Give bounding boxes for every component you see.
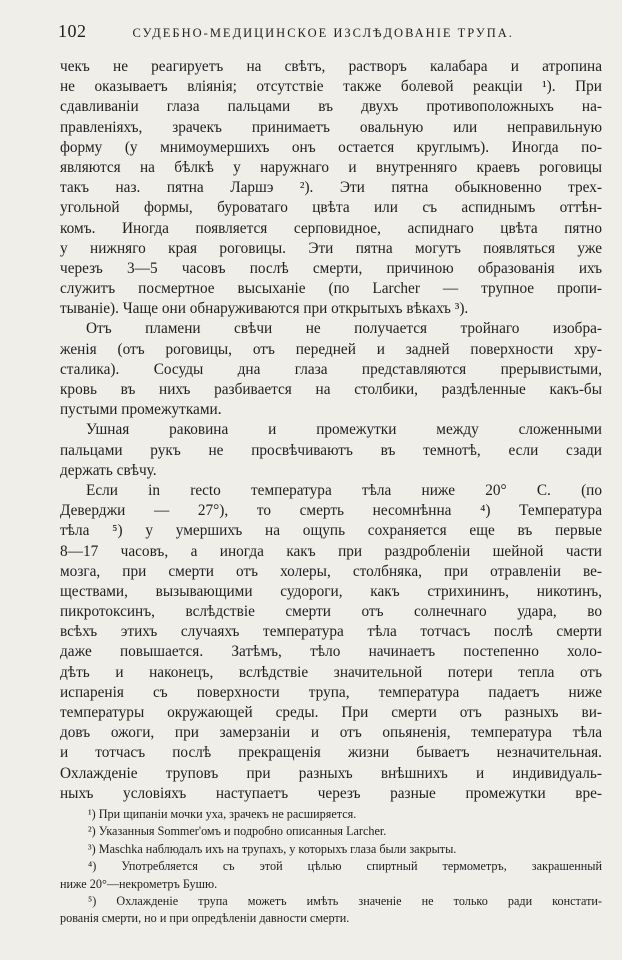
footnote-line: ⁴) Употребляется съ этой цѣлью спиртный термометръ, закрашенный — [88, 859, 602, 874]
text-line: держать свѣчу. — [60, 461, 157, 479]
footnote-line: рованія смерти, но и при опредѣленіи давности смерти. — [60, 911, 350, 926]
text-line: сталика). Сосуды дна глаза представляются прерывистыми, — [60, 360, 602, 378]
text-line: Охлажденіе труповъ при разныхъ внѣшнихъ и индивидуаль- — [60, 764, 602, 782]
text-line: Отъ пламени свѣчи не получается тройнаго изобра- — [86, 320, 602, 338]
running-title: СУДЕБНО-МЕДИЦИНСКОЕ ИЗСЛѢДОВАНІЕ ТРУПА. — [132, 26, 514, 40]
text-line: мозга, при смерти отъ холеры, столбняка, при отравленіи ве- — [60, 562, 602, 580]
text-line: дѣть и наконецъ, вслѣдствіе значительной потери тепла отъ — [60, 663, 602, 681]
text-line: у нижняго края роговицы. Эти пятна могутъ появляться уже — [60, 239, 602, 257]
text-line: кровь въ нихъ разбивается на столбики, раздѣленные какъ-бы — [60, 381, 602, 398]
text-line: такъ наз. пятна Ларшэ ²). Эти пятна обыкновенно трех- — [60, 179, 602, 197]
footnote-line: ниже 20°—некрометръ Бушю. — [60, 876, 218, 891]
page-header — [58, 21, 598, 43]
footnote-line: ²) Указанныя Sommer'омъ и подробно описанныя Larcher. — [88, 824, 387, 839]
footnote-line: ³) Maschka наблюдалъ ихъ на трупахъ, у которыхъ глаза были закрыты. — [88, 841, 457, 856]
text-line: не оказываетъ вліянія; отсутствіе также болевой реакціи ¹). При — [60, 78, 602, 96]
footnote-line: ¹) При щипаніи мочки уха, зрачекъ не расширяется. — [88, 807, 357, 821]
text-line: ныхъ условіяхъ наступаетъ черезъ разные промежутки вре- — [60, 784, 602, 802]
text-line: температуры окружающей среды. При смерти отъ разныхъ ви- — [60, 704, 602, 721]
text-line: черезъ 3—5 часовъ послѣ смерти, причиною образованія ихъ — [60, 259, 602, 277]
text-line: форму (у мнимоумершихъ онъ остается круглымъ). Иногда по- — [60, 138, 602, 156]
text-line: тываніе). Чаще они обнаруживаются при открытыхъ вѣкахъ ³). — [60, 300, 469, 318]
text-line: всѣхъ этихъ случаяхъ температура тѣла тотчасъ послѣ смерти — [60, 623, 602, 641]
text-line: и тотчасъ послѣ прекращенія жизни бываетъ незначительная. — [60, 744, 602, 762]
main-text — [60, 57, 602, 804]
footnotes — [60, 806, 602, 928]
text-line: Если in recto температура тѣла ниже 20° С. (по — [86, 481, 602, 499]
text-line: являются на бѣлкѣ у наружнаго и внутренняго краевъ роговицы — [60, 158, 602, 176]
text-line: Ушная раковина и промежутки между сложенными — [86, 421, 602, 439]
text-line: ществами, вызывающими судороги, какъ стрихининъ, никотинъ, — [60, 582, 602, 600]
text-line: пикротоксинъ, вслѣдствіе смерти отъ солнечнаго удара, во — [60, 603, 602, 621]
text-line: чекъ не реагируетъ на свѣтъ, растворъ калабара и атропина — [60, 58, 602, 75]
text-line: правленіяхъ, зрачекъ принимаетъ овальную или неправильную — [60, 118, 602, 136]
text-line: угольной формы, буроватаго цвѣта или съ аспиднымъ оттѣн- — [60, 199, 602, 217]
text-line: тѣла ⁵) у умершихъ на ощупь сохраняется еще въ первые — [60, 522, 602, 540]
text-line: служитъ посмертное высыханіе (по Larcher — трупное пропи- — [60, 280, 602, 298]
text-line: комъ. Иногда появляется серповидное, аспиднаго цвѣта пятно — [60, 219, 602, 237]
page-number: 102 — [58, 21, 87, 41]
text-line: испаренія съ поверхности трупа, температура падаетъ ниже — [60, 683, 602, 701]
footnote-line: ⁵) Охлажденіе трупа можетъ имѣть значеніе не только ради констати- — [88, 893, 602, 908]
text-line: пустыми промежутками. — [60, 401, 222, 419]
text-line: женія (отъ роговицы, отъ передней и задней поверхности хру- — [60, 340, 602, 358]
text-line: пальцами рукъ не просвѣчиваютъ въ темнотѣ, если сзади — [60, 441, 602, 459]
text-line: довъ ожоги, при замерзаніи и отъ опьяненія, температура тѣла — [60, 724, 602, 742]
text-line: 8—17 часовъ, а иногда какъ при раздробленіи шейной части — [60, 542, 602, 560]
text-line: Деверджи — 27°), то смерть несомнѣнна ⁴) Температура — [60, 502, 602, 520]
text-line: сдавливаніи глаза пальцами въ двухъ противоположныхъ на- — [60, 98, 602, 116]
text-line: даже повышается. Затѣмъ, тѣло начинаетъ постепенно холо- — [60, 643, 602, 661]
